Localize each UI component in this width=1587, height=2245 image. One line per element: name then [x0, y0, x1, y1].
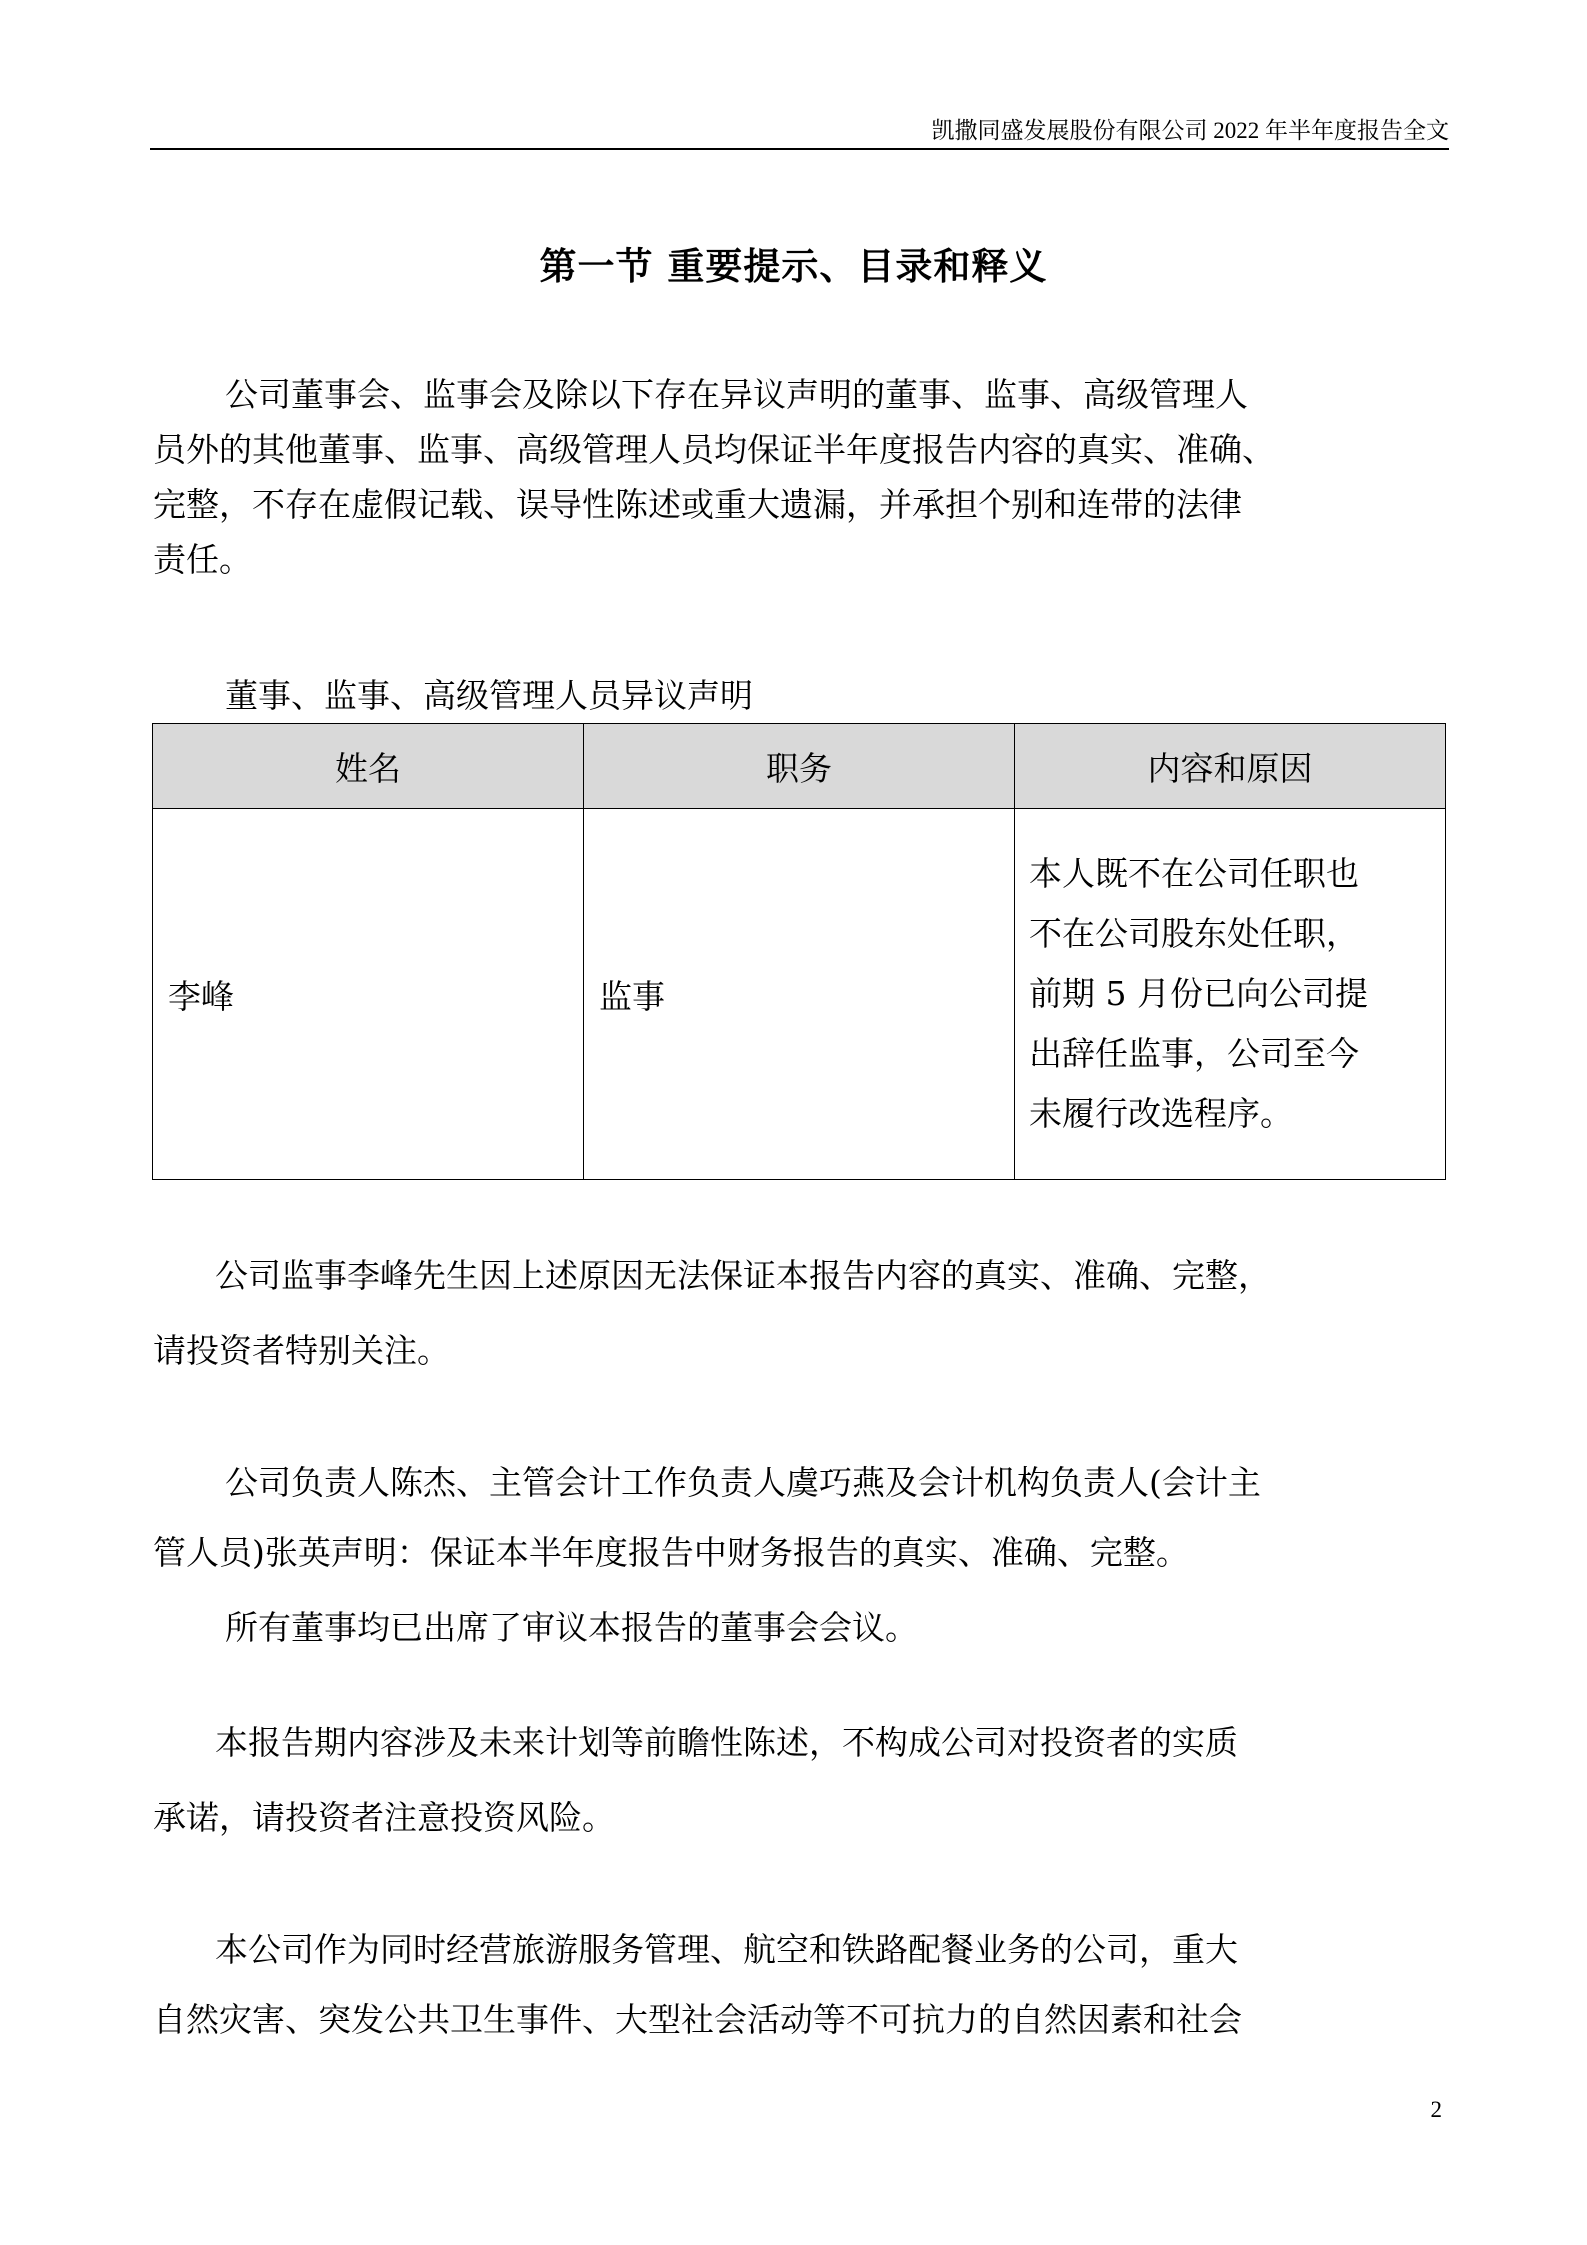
paragraph-board-guarantee — [153, 367, 1453, 587]
reason-line: 出辞任监事，公司至今 — [1029, 1034, 1359, 1073]
reason-line: 不在公司股东处任职， — [1029, 914, 1359, 953]
table-row — [153, 809, 1446, 1180]
reason-line: 前期 5 月份已向公司提 — [1029, 974, 1368, 1013]
table-caption-text: 董事、监事、高级管理人员异议声明 — [225, 676, 753, 715]
paragraph-board-attendance — [153, 1600, 1453, 1655]
paragraph-line: 公司负责人陈杰、主管会计工作负责人虞巧燕及会计机构负责人(会计主 — [225, 1463, 1261, 1502]
reason-line: 本人既不在公司任职也 — [1029, 854, 1359, 893]
paragraph-risk — [153, 1915, 1453, 2055]
section-title: 第一节 重要提示、目录和释义 — [539, 244, 1048, 288]
dissent-table — [152, 723, 1445, 1180]
reason-line: 未履行改选程序。 — [1029, 1094, 1293, 1133]
paragraph-line: 完整，不存在虚假记载、误导性陈述或重大遗漏，并承担个别和连带的法律 — [153, 485, 1242, 524]
paragraph-line: 本报告期内容涉及未来计划等前瞻性陈述，不构成公司对投资者的实质 — [215, 1723, 1238, 1762]
page-number: 2 — [1430, 2097, 1442, 2122]
paragraph-line: 承诺，请投资者注意投资风险。 — [153, 1798, 615, 1837]
paragraph-line: 公司董事会、监事会及除以下存在异议声明的董事、监事、高级管理人 — [225, 375, 1248, 414]
paragraph-line: 所有董事均已出席了审议本报告的董事会会议。 — [225, 1608, 918, 1647]
header-title: 凯撒同盛发展股份有限公司 2022 年半年度报告全文 — [931, 118, 1449, 143]
column-header-reason: 内容和原因 — [1015, 724, 1446, 809]
paragraph-line: 本公司作为同时经营旅游服务管理、航空和铁路配餐业务的公司，重大 — [215, 1930, 1238, 1969]
page-header — [150, 108, 1449, 150]
paragraph-supervisor-note — [153, 1238, 1453, 1388]
column-header-role: 职务 — [584, 724, 1015, 809]
paragraph-line: 请投资者特别关注。 — [153, 1331, 450, 1370]
paragraph-line: 责任。 — [153, 540, 252, 579]
cell-name: 李峰 — [153, 809, 584, 1180]
table-header-row — [153, 724, 1446, 809]
paragraph-line: 员外的其他董事、监事、高级管理人员均保证半年度报告内容的真实、准确、 — [153, 430, 1275, 469]
paragraph-line: 管人员)张英声明：保证本半年度报告中财务报告的真实、准确、完整。 — [153, 1533, 1189, 1572]
cell-reason — [1015, 809, 1446, 1180]
column-header-name: 姓名 — [153, 724, 584, 809]
cell-role: 监事 — [584, 809, 1015, 1180]
table-caption — [153, 668, 1453, 723]
paragraph-line: 自然灾害、突发公共卫生事件、大型社会活动等不可抗力的自然因素和社会 — [153, 2000, 1242, 2039]
paragraph-forward-looking — [153, 1705, 1453, 1855]
paragraph-responsible-persons — [153, 1448, 1453, 1588]
paragraph-line: 公司监事李峰先生因上述原因无法保证本报告内容的真实、准确、完整， — [215, 1256, 1271, 1295]
